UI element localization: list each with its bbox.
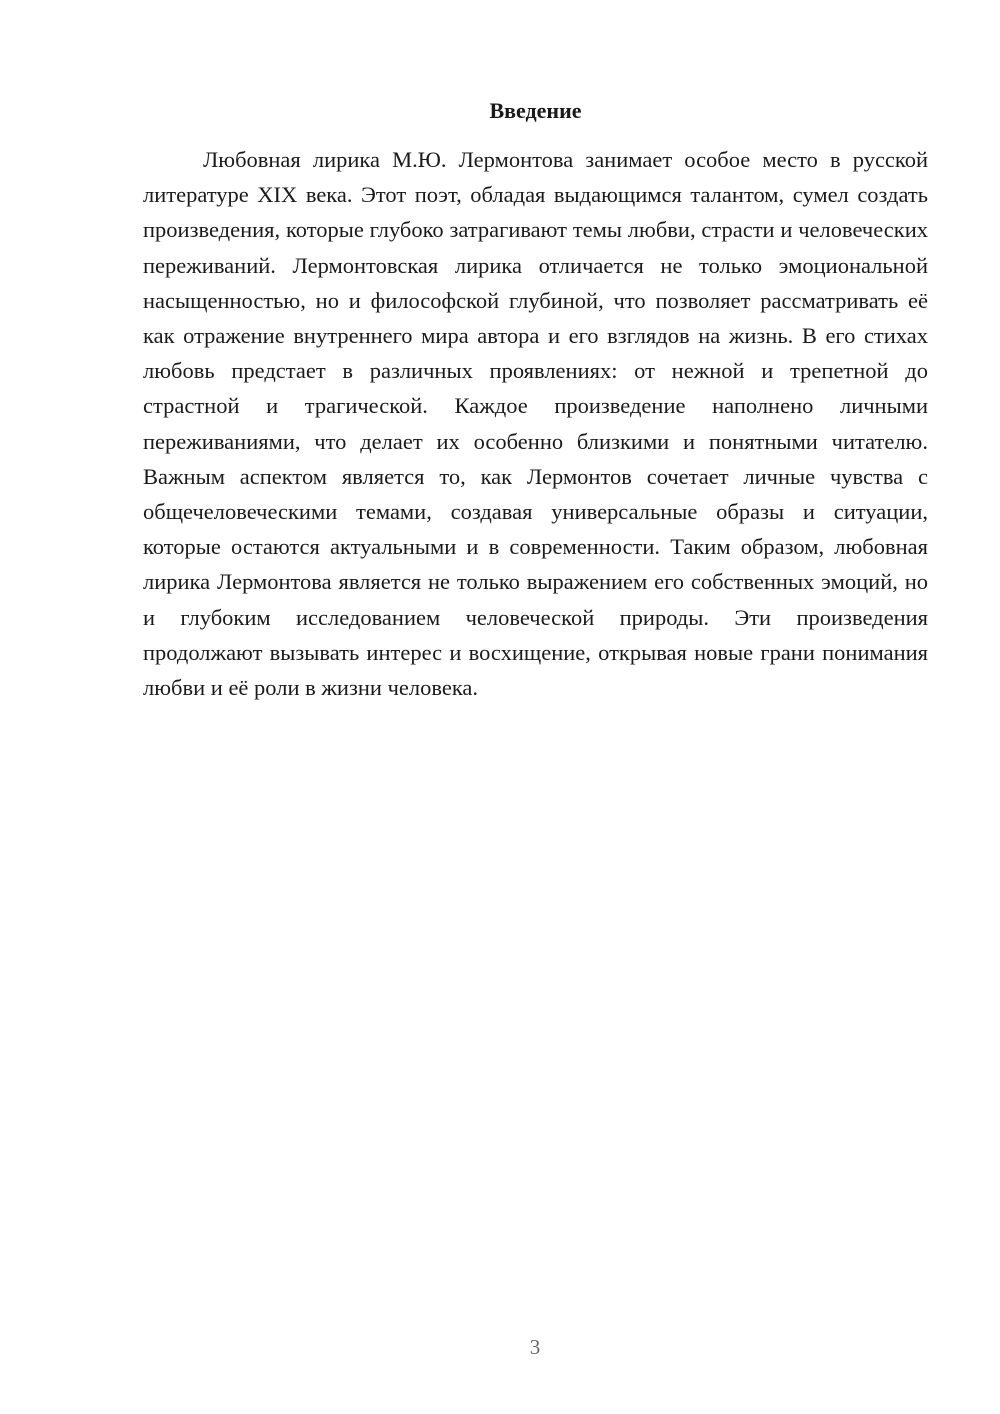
body-paragraph: Любовная лирика М.Ю. Лермонтова занимает особое место в русской литературе XIX века. Этот поэт, обладая выдающимся талантом, сумел создать произведения, которые глубоко затрагивают темы любви, страсти и человеческих переживаний. Лермонтовская лирика отличается не только эмоциональной насыщенностью, но и философской глубиной, что позволяет рассматривать её как отражение внутреннего мира автора и его взглядов на жизнь. В его стихах любовь предстает в различных проявлениях: от нежной и трепетной до страстной и трагической. Каждое произведение наполнено личными переживаниями, что делает их особенно близкими и понятными читателю. Важным аспектом является то, как Лермонтов сочетает личные чувства с общечеловеческими темами, создавая универсальные образы и ситуации, которые остаются актуальными и в современности. Таким образом, любовная лирика Лермонтова является не только выражением его собственных эмоций, но и глубоким исследованием человеческой природы. Эти произведения продолжают вызывать интерес и восхищение, открывая новые грани понимания любви и её роли в жизни человека.: [143, 147, 928, 701]
page-number: 3: [529, 1335, 541, 1359]
section-heading: Введение: [489, 98, 582, 123]
